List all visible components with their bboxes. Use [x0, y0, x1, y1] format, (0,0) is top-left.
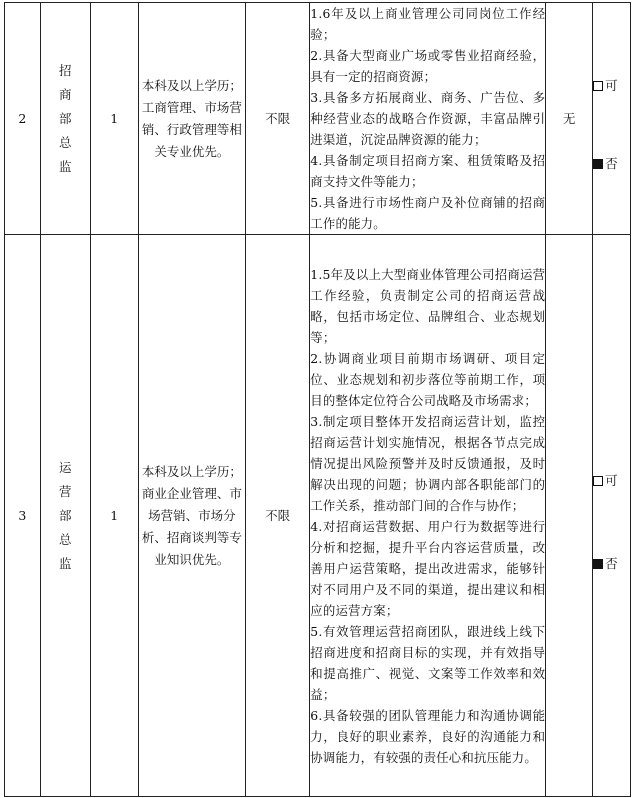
requirement-item: 2.协调商业项目前期市场调研、项目定位、业态规划和初步落位等前期工作，项目的整体定位符合公司战略及市场需求； — [310, 350, 546, 408]
option-no[interactable] — [593, 153, 618, 175]
option-yes-label: 可 — [605, 473, 618, 488]
position-name — [40, 235, 90, 797]
requirement-item: 4.对招商运营数据、用户行为数据等进行分析和挖掘，提升平台内容运营质量，改善用户运营策略，提出改进需求，能够针对不同用户及不同的渠道，提出建议和相应的运营方案； — [310, 518, 546, 618]
position-name-text: 招商部总监 — [58, 62, 72, 174]
checkbox-empty-icon[interactable] — [593, 476, 603, 486]
age-requirement: 不限 — [245, 3, 309, 235]
headcount: 1 — [90, 235, 138, 797]
adjustment-options — [593, 3, 631, 235]
education-requirement: 本科及以上学历；商业企业管理、市场营销、市场分析、招商谈判等专业知识优先。 — [138, 235, 245, 797]
other-requirement: 无 — [546, 3, 593, 235]
requirement-item: 1.6年及以上商业管理公司同岗位工作经验； — [310, 6, 546, 42]
job-requirements — [310, 235, 546, 797]
job-requirements — [310, 3, 546, 235]
option-no[interactable] — [593, 553, 618, 575]
education-requirement: 本科及以上学历；工商管理、市场营销、行政管理等相关专业优先。 — [138, 3, 245, 235]
requirement-item: 5.有效管理运营招商团队，跟进线上线下招商进度和招商目标的实现，并有效指导和提高推广、视觉、文案等工作效率和效益； — [310, 623, 546, 702]
requirement-item: 6.具备较强的团队管理能力和沟通协调能力，良好的职业素养，良好的沟通能力和协调能力，有较强的责任心和抗压能力。 — [310, 707, 546, 765]
requirement-item: 3.制定项目整体开发招商运营计划，监控招商运营计划实施情况，根据各节点完成情况提出风险预警并及时反馈通报，及时解决出现的问题；协调内部各职能部门的工作关系，推动部门间的合作与协作； — [310, 413, 546, 513]
option-yes-label: 可 — [605, 78, 618, 93]
age-requirement: 不限 — [245, 235, 309, 797]
position-name — [40, 3, 90, 235]
requirement-item: 2.具备大型商业广场或零售业招商经验，具有一定的招商资源； — [310, 48, 546, 84]
option-yes[interactable] — [593, 470, 618, 492]
option-yes[interactable] — [593, 75, 618, 97]
option-no-label: 否 — [605, 556, 618, 571]
checkbox-filled-icon[interactable] — [593, 159, 603, 169]
requirement-item: 5.具备进行市场性商户及补位商铺的招商工作的能力。 — [310, 195, 546, 231]
other-requirement — [546, 235, 593, 797]
requirement-item: 4.具备制定项目招商方案、租赁策略及招商支持文件等能力； — [310, 153, 546, 189]
checkbox-empty-icon[interactable] — [593, 81, 603, 91]
adjustment-options — [593, 235, 631, 797]
headcount: 1 — [90, 3, 138, 235]
option-no-label: 否 — [605, 156, 618, 171]
requirement-item: 1.5年及以上大型商业体管理公司招商运营工作经验，负责制定公司的招商运营战略，包括市场定位、品牌组合、业态规划等； — [310, 266, 546, 345]
table-row — [5, 235, 631, 797]
row-number: 3 — [5, 235, 41, 797]
positions-table — [4, 2, 631, 797]
position-name-text: 运营部总监 — [58, 459, 72, 571]
checkbox-filled-icon[interactable] — [593, 559, 603, 569]
requirement-item: 3.具备多方拓展商业、商务、广告位、多种经营业态的战略合作资源，丰富品牌引进渠道，沉淀品牌资源的能力； — [310, 90, 546, 147]
row-number: 2 — [5, 3, 41, 235]
table-row — [5, 3, 631, 235]
